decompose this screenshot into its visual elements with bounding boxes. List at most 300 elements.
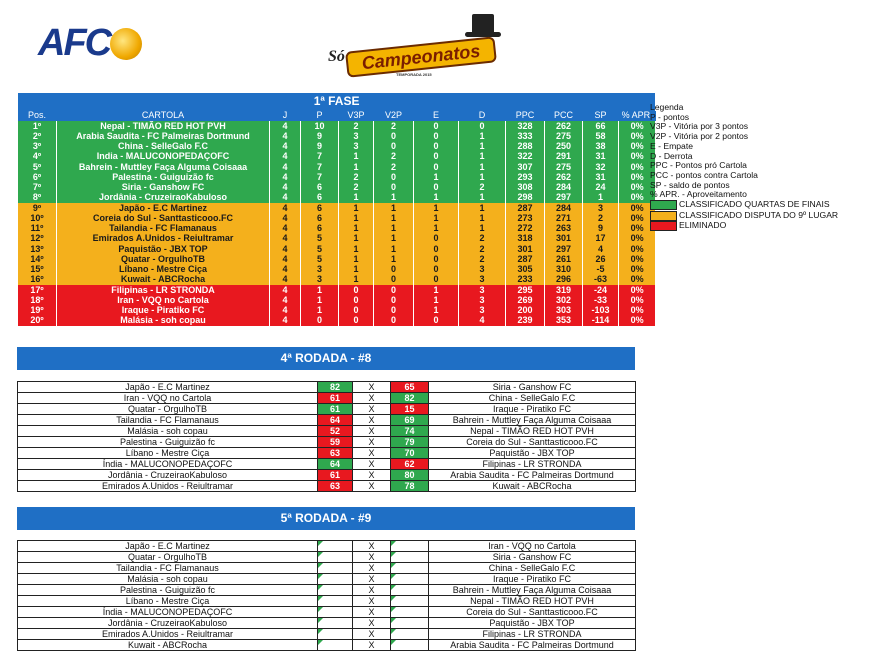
home-score: 52: [318, 426, 353, 437]
standings-header-cell: CARTOLA: [57, 111, 270, 121]
table-cell: 1º: [18, 121, 57, 131]
legend-swatch: [650, 211, 677, 221]
table-cell: 8º: [18, 193, 57, 203]
table-cell: Arabia Saudita - FC Palmeiras Dortmund: [57, 132, 270, 142]
away-score: 62: [391, 459, 429, 470]
versus: X: [353, 640, 391, 651]
home-team: Malásia - soh copau: [18, 426, 318, 437]
table-cell: 284: [545, 183, 583, 193]
table-cell: 0: [414, 142, 459, 152]
table-cell: 0%: [619, 296, 656, 306]
match-row: [18, 448, 636, 459]
away-score: 15: [391, 404, 429, 415]
home-team: Jordânia - CruzeiraoKabuloso: [18, 470, 318, 481]
table-cell: 302: [545, 296, 583, 306]
table-row: [18, 285, 656, 295]
table-row: [18, 275, 656, 285]
table-cell: 0%: [619, 265, 656, 275]
away-team: Paquistão - JBX TOP: [429, 448, 636, 459]
away-score: 78: [391, 481, 429, 492]
table-cell: 1: [459, 162, 506, 172]
table-cell: 0%: [619, 234, 656, 244]
table-cell: China - SelleGalo F.C: [57, 142, 270, 152]
home-score: 64: [318, 459, 353, 470]
table-cell: 0: [339, 285, 374, 295]
home-team: Malásia - soh copau: [18, 574, 318, 585]
so-campeonatos-logo: [322, 14, 500, 80]
table-cell: Iraque - Piratiko FC: [57, 306, 270, 316]
versus: X: [353, 415, 391, 426]
table-cell: 4: [270, 152, 301, 162]
table-cell: 1: [301, 296, 339, 306]
table-cell: 4: [270, 244, 301, 254]
top-hat-icon: [472, 14, 494, 34]
table-cell: 3: [459, 306, 506, 316]
home-team: Kuwait - ABCRocha: [18, 640, 318, 651]
table-cell: 4: [270, 316, 301, 326]
table-cell: 1: [339, 255, 374, 265]
round4-title: 4ª RODADA - #8: [17, 347, 635, 370]
table-cell: Japão - E.C Martinez: [57, 203, 270, 213]
away-score-empty: [391, 607, 429, 618]
standings-header-cell: % APR.: [619, 111, 656, 121]
table-cell: 1: [459, 142, 506, 152]
table-cell: 0: [374, 265, 414, 275]
home-score: 63: [318, 481, 353, 492]
table-cell: 261: [545, 255, 583, 265]
table-cell: 4: [270, 296, 301, 306]
versus: X: [353, 382, 391, 393]
home-score: 61: [318, 470, 353, 481]
table-cell: 318: [506, 234, 545, 244]
table-cell: 0%: [619, 183, 656, 193]
table-cell: 17º: [18, 285, 57, 295]
match-row: [18, 563, 636, 574]
home-score: 82: [318, 382, 353, 393]
table-row: [18, 265, 656, 275]
table-cell: 4: [270, 173, 301, 183]
table-cell: 2: [459, 244, 506, 254]
table-cell: 1: [414, 193, 459, 203]
away-team: Arabia Saudita - FC Palmeiras Dortmund: [429, 470, 636, 481]
table-row: [18, 203, 656, 213]
table-cell: 16º: [18, 275, 57, 285]
table-cell: India - MALUCONOPEDAÇOFC: [57, 152, 270, 162]
table-row: [18, 121, 656, 131]
legend-swatch: [650, 200, 677, 210]
table-row: [18, 316, 656, 326]
table-cell: 1: [414, 224, 459, 234]
versus: X: [353, 574, 391, 585]
table-cell: 5: [301, 244, 339, 254]
standings-header-cell: P: [301, 111, 339, 121]
away-team: China - SelleGalo F.C: [429, 563, 636, 574]
standings-header-cell: V2P: [374, 111, 414, 121]
legend-key-label: CLASSIFICADO DISPUTA DO 9º LUGAR: [679, 209, 839, 220]
table-cell: 296: [545, 275, 583, 285]
table-cell: 10º: [18, 214, 57, 224]
table-cell: 1: [414, 173, 459, 183]
match-row: [18, 459, 636, 470]
table-cell: Líbano - Mestre Ciça: [57, 265, 270, 275]
table-cell: 1: [414, 306, 459, 316]
home-team: Tailandia - FC Flamanaus: [18, 415, 318, 426]
home-score: 59: [318, 437, 353, 448]
table-cell: 6: [301, 214, 339, 224]
away-score: 65: [391, 382, 429, 393]
table-cell: 0%: [619, 285, 656, 295]
table-cell: 2: [459, 255, 506, 265]
table-cell: Bahrein - Muttley Faça Alguma Coisaaa: [57, 162, 270, 172]
table-cell: 7º: [18, 183, 57, 193]
home-team: Líbano - Mestre Ciça: [18, 448, 318, 459]
standings-header-cell: V3P: [339, 111, 374, 121]
table-cell: 233: [506, 275, 545, 285]
table-cell: Filipinas - LR STRONDA: [57, 285, 270, 295]
table-cell: 1: [459, 214, 506, 224]
table-cell: 4º: [18, 152, 57, 162]
versus: X: [353, 426, 391, 437]
table-cell: 0: [339, 316, 374, 326]
table-row: [18, 306, 656, 316]
table-cell: 1: [339, 162, 374, 172]
table-cell: -5: [583, 265, 619, 275]
table-cell: 0: [374, 142, 414, 152]
table-cell: 2: [339, 183, 374, 193]
table-cell: 0: [374, 316, 414, 326]
home-team: Palestina - Guiguizão fc: [18, 437, 318, 448]
table-cell: 297: [545, 193, 583, 203]
table-cell: 307: [506, 162, 545, 172]
table-cell: 2: [583, 214, 619, 224]
table-cell: 2: [459, 234, 506, 244]
match-row: [18, 481, 636, 492]
match-row: [18, 607, 636, 618]
home-team: Palestina - Guiguizão fc: [18, 585, 318, 596]
table-cell: 4: [270, 132, 301, 142]
table-cell: 2: [374, 121, 414, 131]
table-cell: 4: [270, 121, 301, 131]
versus: X: [353, 618, 391, 629]
table-cell: Malásia - soh copau: [57, 316, 270, 326]
table-cell: 0%: [619, 173, 656, 183]
match-row: [18, 574, 636, 585]
table-cell: 31: [583, 152, 619, 162]
table-cell: 0: [339, 306, 374, 316]
match-row: [18, 404, 636, 415]
table-cell: 9: [583, 224, 619, 234]
away-score-empty: [391, 629, 429, 640]
ball-icon: [110, 28, 142, 60]
away-score: 74: [391, 426, 429, 437]
match-row: [18, 640, 636, 651]
standings-header: [18, 111, 656, 121]
away-team: China - SelleGalo F.C: [429, 393, 636, 404]
table-cell: 295: [506, 285, 545, 295]
table-cell: -63: [583, 275, 619, 285]
table-cell: 263: [545, 224, 583, 234]
away-score-empty: [391, 618, 429, 629]
away-team: Coreia do Sul - Santtasticooo.FC: [429, 607, 636, 618]
versus: X: [353, 393, 391, 404]
afc-logo: [38, 22, 148, 66]
table-cell: 1: [374, 214, 414, 224]
match-row: [18, 629, 636, 640]
table-cell: 1: [459, 224, 506, 234]
table-cell: 2: [374, 162, 414, 172]
table-cell: 5: [301, 234, 339, 244]
versus: X: [353, 552, 391, 563]
away-team: Iran - VQQ no Cartola: [429, 541, 636, 552]
legend-line: V3P - Vitória por 3 pontos: [650, 121, 749, 132]
away-team: Arabia Saudita - FC Palmeiras Dortmund: [429, 640, 636, 651]
home-score-empty: [318, 552, 353, 563]
table-cell: 12º: [18, 234, 57, 244]
away-team: Paquistão - JBX TOP: [429, 618, 636, 629]
table-cell: 1: [339, 275, 374, 285]
table-cell: -33: [583, 296, 619, 306]
table-cell: 0: [414, 132, 459, 142]
home-score-empty: [318, 585, 353, 596]
away-score-empty: [391, 563, 429, 574]
table-cell: 32: [583, 162, 619, 172]
table-cell: 1: [374, 244, 414, 254]
table-cell: 3: [459, 265, 506, 275]
standings-header-cell: SP: [583, 111, 619, 121]
table-cell: -24: [583, 285, 619, 295]
away-score-empty: [391, 541, 429, 552]
table-cell: 1: [459, 132, 506, 142]
legend-line: E - Empate: [650, 140, 693, 151]
table-cell: 17: [583, 234, 619, 244]
table-cell: 239: [506, 316, 545, 326]
table-row: [18, 173, 656, 183]
table-cell: 4: [270, 255, 301, 265]
home-team: Japão - E.C Martinez: [18, 382, 318, 393]
home-score-empty: [318, 629, 353, 640]
table-cell: 1: [414, 285, 459, 295]
table-cell: 273: [506, 214, 545, 224]
table-cell: 0%: [619, 306, 656, 316]
table-cell: 0%: [619, 224, 656, 234]
table-cell: 24: [583, 183, 619, 193]
home-team: Tailandia - FC Flamanaus: [18, 563, 318, 574]
table-cell: 322: [506, 152, 545, 162]
versus: X: [353, 629, 391, 640]
legend-key-label: ELIMINADO: [679, 220, 727, 231]
standings-header-cell: PCC: [545, 111, 583, 121]
table-cell: 38: [583, 142, 619, 152]
table-cell: 0: [374, 132, 414, 142]
away-team: Kuwait - ABCRocha: [429, 481, 636, 492]
table-cell: 2º: [18, 132, 57, 142]
logo-season-text: TEMPORADA 2015: [396, 72, 432, 77]
table-cell: 0: [301, 316, 339, 326]
match-row: [18, 382, 636, 393]
table-cell: 293: [506, 173, 545, 183]
table-cell: 0%: [619, 214, 656, 224]
logo-so-text: Só: [328, 48, 345, 65]
table-cell: Emirados A.Unidos - Reiultramar: [57, 234, 270, 244]
table-cell: 275: [545, 162, 583, 172]
round4-table: [17, 381, 636, 492]
table-cell: 1: [414, 214, 459, 224]
legend-key: [650, 221, 838, 232]
table-cell: 5º: [18, 162, 57, 172]
table-cell: 1: [339, 214, 374, 224]
table-cell: 269: [506, 296, 545, 306]
versus: X: [353, 585, 391, 596]
legend-key-label: CLASSIFICADO QUARTAS DE FINAIS: [679, 199, 830, 210]
table-cell: 1: [459, 152, 506, 162]
standings-header-cell: J: [270, 111, 301, 121]
table-cell: 6: [301, 203, 339, 213]
table-cell: 4: [270, 203, 301, 213]
away-team: Bahrein - Muttley Faça Alguma Coisaaa: [429, 415, 636, 426]
table-cell: 3: [339, 132, 374, 142]
versus: X: [353, 481, 391, 492]
away-team: Iraque - Piratiko FC: [429, 574, 636, 585]
table-cell: 0: [414, 162, 459, 172]
table-row: [18, 296, 656, 306]
table-cell: 0: [414, 234, 459, 244]
table-cell: 3: [301, 265, 339, 275]
table-cell: 3: [459, 296, 506, 306]
table-cell: 11º: [18, 224, 57, 234]
legend-line: V2P - Vitória por 2 pontos: [650, 131, 749, 142]
table-cell: 1: [339, 193, 374, 203]
match-row: [18, 426, 636, 437]
table-cell: 333: [506, 132, 545, 142]
table-cell: 4: [270, 162, 301, 172]
home-score-empty: [318, 596, 353, 607]
table-cell: 0%: [619, 275, 656, 285]
home-score: 64: [318, 415, 353, 426]
table-cell: 1: [459, 173, 506, 183]
table-cell: 4: [270, 193, 301, 203]
table-cell: 319: [545, 285, 583, 295]
table-cell: 0%: [619, 142, 656, 152]
table-row: [18, 255, 656, 265]
table-cell: 0%: [619, 203, 656, 213]
versus: X: [353, 437, 391, 448]
table-cell: 308: [506, 183, 545, 193]
table-cell: Kuwait - ABCRocha: [57, 275, 270, 285]
table-cell: 4: [270, 285, 301, 295]
table-cell: 0: [374, 183, 414, 193]
table-cell: 3: [459, 285, 506, 295]
legend-line: % APR. - Aproveitamento: [650, 189, 747, 200]
table-cell: 1: [414, 296, 459, 306]
table-cell: 1: [339, 203, 374, 213]
table-cell: -114: [583, 316, 619, 326]
away-score: 82: [391, 393, 429, 404]
table-cell: 305: [506, 265, 545, 275]
away-score-empty: [391, 574, 429, 585]
away-team: Bahrein - Muttley Faça Alguma Coisaaa: [429, 585, 636, 596]
table-cell: 4: [270, 265, 301, 275]
table-cell: 287: [506, 203, 545, 213]
phase-title: 1ª FASE: [18, 93, 656, 111]
away-score-empty: [391, 596, 429, 607]
table-cell: 0: [374, 173, 414, 183]
table-cell: 66: [583, 121, 619, 131]
away-score-empty: [391, 640, 429, 651]
table-row: [18, 234, 656, 244]
table-cell: Siria - Ganshow FC: [57, 183, 270, 193]
table-cell: 0: [414, 316, 459, 326]
top-hat-brim: [465, 32, 501, 37]
table-cell: 10: [301, 121, 339, 131]
table-row: [18, 193, 656, 203]
table-cell: 272: [506, 224, 545, 234]
table-cell: 284: [545, 203, 583, 213]
match-row: [18, 618, 636, 629]
table-cell: 9º: [18, 203, 57, 213]
home-team: Emirados A.Unidos - Reiultramar: [18, 481, 318, 492]
table-cell: 0%: [619, 244, 656, 254]
table-cell: Palestina - Guiguizão fc: [57, 173, 270, 183]
away-team: Filipinas - LR STRONDA: [429, 629, 636, 640]
table-cell: 0: [414, 244, 459, 254]
round5-table: [17, 540, 636, 651]
away-team: Filipinas - LR STRONDA: [429, 459, 636, 470]
away-team: Iraque - Piratiko FC: [429, 404, 636, 415]
table-cell: 0: [374, 275, 414, 285]
table-cell: 18º: [18, 296, 57, 306]
table-cell: 0%: [619, 193, 656, 203]
versus: X: [353, 404, 391, 415]
table-cell: 1: [374, 234, 414, 244]
table-cell: 303: [545, 306, 583, 316]
table-cell: 0: [414, 265, 459, 275]
away-team: Coreia do Sul - Santtasticooo.FC: [429, 437, 636, 448]
table-row: [18, 152, 656, 162]
table-cell: 0: [374, 306, 414, 316]
match-row: [18, 393, 636, 404]
table-cell: 2: [339, 121, 374, 131]
table-cell: 288: [506, 142, 545, 152]
table-cell: 0%: [619, 121, 656, 131]
versus: X: [353, 448, 391, 459]
home-team: Líbano - Mestre Ciça: [18, 596, 318, 607]
table-cell: 2: [339, 173, 374, 183]
table-cell: 262: [545, 173, 583, 183]
table-cell: 6º: [18, 173, 57, 183]
away-score-empty: [391, 552, 429, 563]
table-cell: Coreia do Sul - Santtasticooo.FC: [57, 214, 270, 224]
table-cell: Jordânia - CruzeiraoKabuloso: [57, 193, 270, 203]
home-score-empty: [318, 607, 353, 618]
table-cell: 31: [583, 173, 619, 183]
versus: X: [353, 541, 391, 552]
standings-header-cell: E: [414, 111, 459, 121]
table-cell: 26: [583, 255, 619, 265]
table-cell: 4: [270, 234, 301, 244]
table-cell: 310: [545, 265, 583, 275]
legend-line: PCC - pontos contra Cartola: [650, 169, 758, 180]
versus: X: [353, 596, 391, 607]
table-cell: -103: [583, 306, 619, 316]
home-score: 61: [318, 404, 353, 415]
home-score-empty: [318, 574, 353, 585]
away-team: Siria - Ganshow FC: [429, 382, 636, 393]
table-cell: 291: [545, 152, 583, 162]
table-cell: 19º: [18, 306, 57, 316]
table-cell: 2: [374, 152, 414, 162]
table-cell: 0: [374, 296, 414, 306]
standings-table: [17, 93, 656, 326]
